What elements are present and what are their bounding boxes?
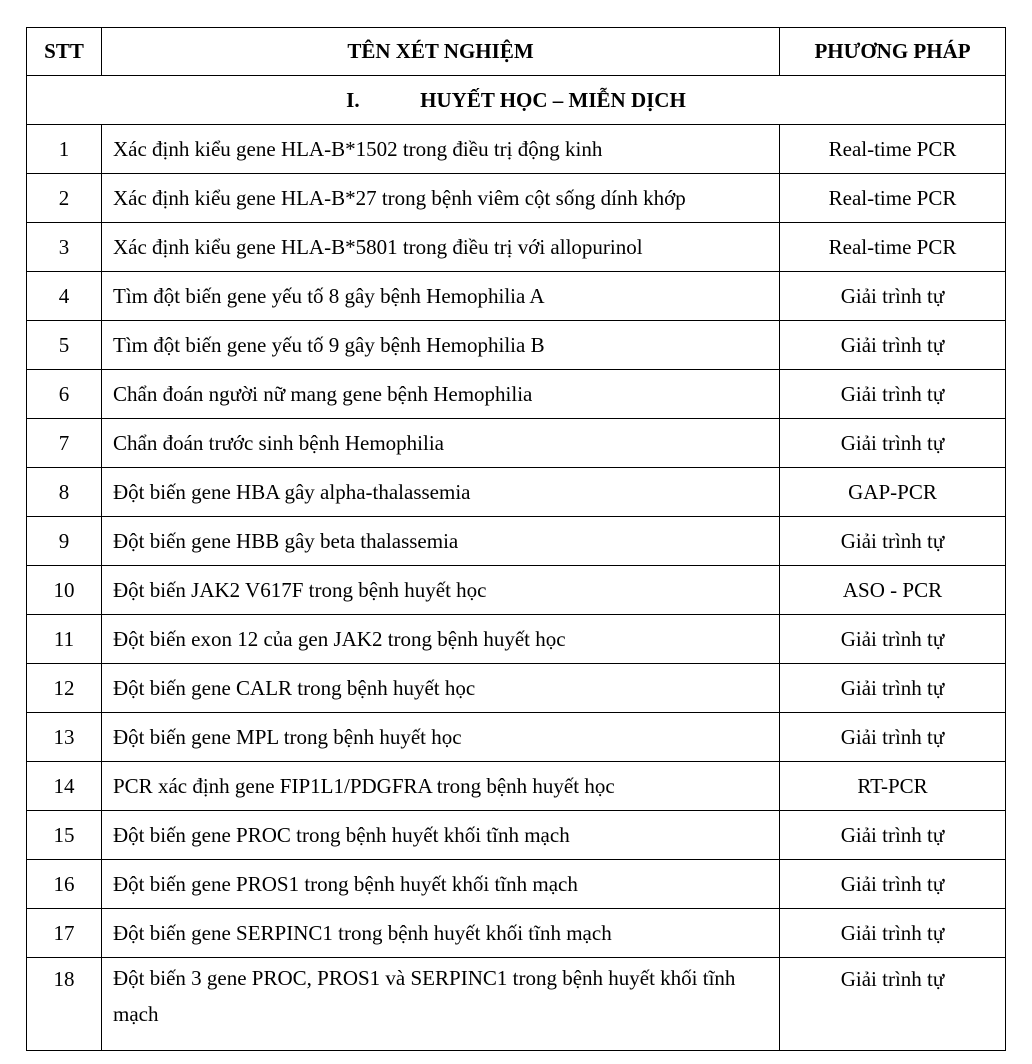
row-test-name: Xác định kiểu gene HLA-B*27 trong bệnh viêm cột sống dính khớp — [102, 174, 780, 223]
row-stt: 12 — [27, 664, 102, 713]
table-row — [27, 566, 1006, 615]
section-number: I. — [346, 87, 360, 112]
row-method: Real-time PCR — [780, 174, 1006, 223]
row-test-name: Đột biến gene PROC trong bệnh huyết khối tĩnh mạch — [102, 811, 780, 860]
header-stt: STT — [27, 28, 102, 76]
header-test-name: TÊN XÉT NGHIỆM — [102, 28, 780, 76]
section-title: HUYẾT HỌC – MIỄN DỊCH — [420, 87, 686, 112]
row-method-text: Giải trình tự — [840, 967, 945, 991]
row-method: GAP-PCR — [780, 468, 1006, 517]
row-stt: 6 — [27, 370, 102, 419]
row-stt: 14 — [27, 762, 102, 811]
table-row — [27, 860, 1006, 909]
table-row — [27, 223, 1006, 272]
table-row — [27, 811, 1006, 860]
table-row — [27, 664, 1006, 713]
row-stt: 5 — [27, 321, 102, 370]
row-method: Giải trình tự — [780, 272, 1006, 321]
table-row — [27, 762, 1006, 811]
row-method: Giải trình tự — [780, 860, 1006, 909]
row-test-name — [102, 958, 780, 1051]
table-row — [27, 517, 1006, 566]
row-method: ASO - PCR — [780, 566, 1006, 615]
row-stt: 17 — [27, 909, 102, 958]
row-test-name: Xác định kiểu gene HLA-B*1502 trong điều trị động kinh — [102, 125, 780, 174]
row-test-name: PCR xác định gene FIP1L1/PDGFRA trong bệnh huyết học — [102, 762, 780, 811]
row-stt: 10 — [27, 566, 102, 615]
table-row — [27, 174, 1006, 223]
section-heading — [27, 76, 1006, 125]
row-test-name: Đột biến gene PROS1 trong bệnh huyết khối tĩnh mạch — [102, 860, 780, 909]
row-test-name: Đột biến gene HBA gây alpha-thalassemia — [102, 468, 780, 517]
row-stt-text: 18 — [53, 967, 75, 991]
table-row — [27, 713, 1006, 762]
row-stt — [27, 958, 102, 1051]
section-row — [27, 76, 1006, 125]
table-row — [27, 615, 1006, 664]
row-method — [780, 958, 1006, 1051]
row-stt: 13 — [27, 713, 102, 762]
row-stt: 8 — [27, 468, 102, 517]
row-method: Giải trình tự — [780, 811, 1006, 860]
header-method: PHƯƠNG PHÁP — [780, 28, 1006, 76]
table-row — [27, 909, 1006, 958]
row-test-name: Chẩn đoán trước sinh bệnh Hemophilia — [102, 419, 780, 468]
row-stt: 9 — [27, 517, 102, 566]
row-test-name: Đột biến JAK2 V617F trong bệnh huyết học — [102, 566, 780, 615]
row-stt: 16 — [27, 860, 102, 909]
table-row — [27, 370, 1006, 419]
row-method: Giải trình tự — [780, 321, 1006, 370]
row-method: RT-PCR — [780, 762, 1006, 811]
row-test-name: Đột biến exon 12 của gen JAK2 trong bệnh huyết học — [102, 615, 780, 664]
header-row — [27, 28, 1006, 76]
table-row — [27, 419, 1006, 468]
row-method: Giải trình tự — [780, 713, 1006, 762]
row-stt: 3 — [27, 223, 102, 272]
row-stt: 4 — [27, 272, 102, 321]
table-row — [27, 958, 1006, 1051]
table-row — [27, 468, 1006, 517]
table-row — [27, 272, 1006, 321]
row-test-name: Đột biến gene CALR trong bệnh huyết học — [102, 664, 780, 713]
table-row — [27, 321, 1006, 370]
test-list-table — [26, 27, 1006, 1051]
row-test-name-text: Đột biến 3 gene PROC, PROS1 và SERPINC1 trong bệnh huyết khối tĩnh mạch — [113, 966, 736, 1026]
row-method: Real-time PCR — [780, 125, 1006, 174]
row-test-name: Tìm đột biến gene yếu tố 8 gây bệnh Hemophilia A — [102, 272, 780, 321]
row-method: Real-time PCR — [780, 223, 1006, 272]
row-test-name: Đột biến gene HBB gây beta thalassemia — [102, 517, 780, 566]
row-test-name: Tìm đột biến gene yếu tố 9 gây bệnh Hemophilia B — [102, 321, 780, 370]
row-stt: 2 — [27, 174, 102, 223]
row-method: Giải trình tự — [780, 664, 1006, 713]
row-method: Giải trình tự — [780, 517, 1006, 566]
row-method: Giải trình tự — [780, 909, 1006, 958]
row-stt: 15 — [27, 811, 102, 860]
row-stt: 1 — [27, 125, 102, 174]
row-method: Giải trình tự — [780, 615, 1006, 664]
row-test-name: Đột biến gene SERPINC1 trong bệnh huyết khối tĩnh mạch — [102, 909, 780, 958]
row-stt: 11 — [27, 615, 102, 664]
row-test-name: Đột biến gene MPL trong bệnh huyết học — [102, 713, 780, 762]
row-test-name: Chẩn đoán người nữ mang gene bệnh Hemophilia — [102, 370, 780, 419]
row-method: Giải trình tự — [780, 419, 1006, 468]
row-test-name: Xác định kiểu gene HLA-B*5801 trong điều trị với allopurinol — [102, 223, 780, 272]
row-stt: 7 — [27, 419, 102, 468]
row-method: Giải trình tự — [780, 370, 1006, 419]
table-row — [27, 125, 1006, 174]
